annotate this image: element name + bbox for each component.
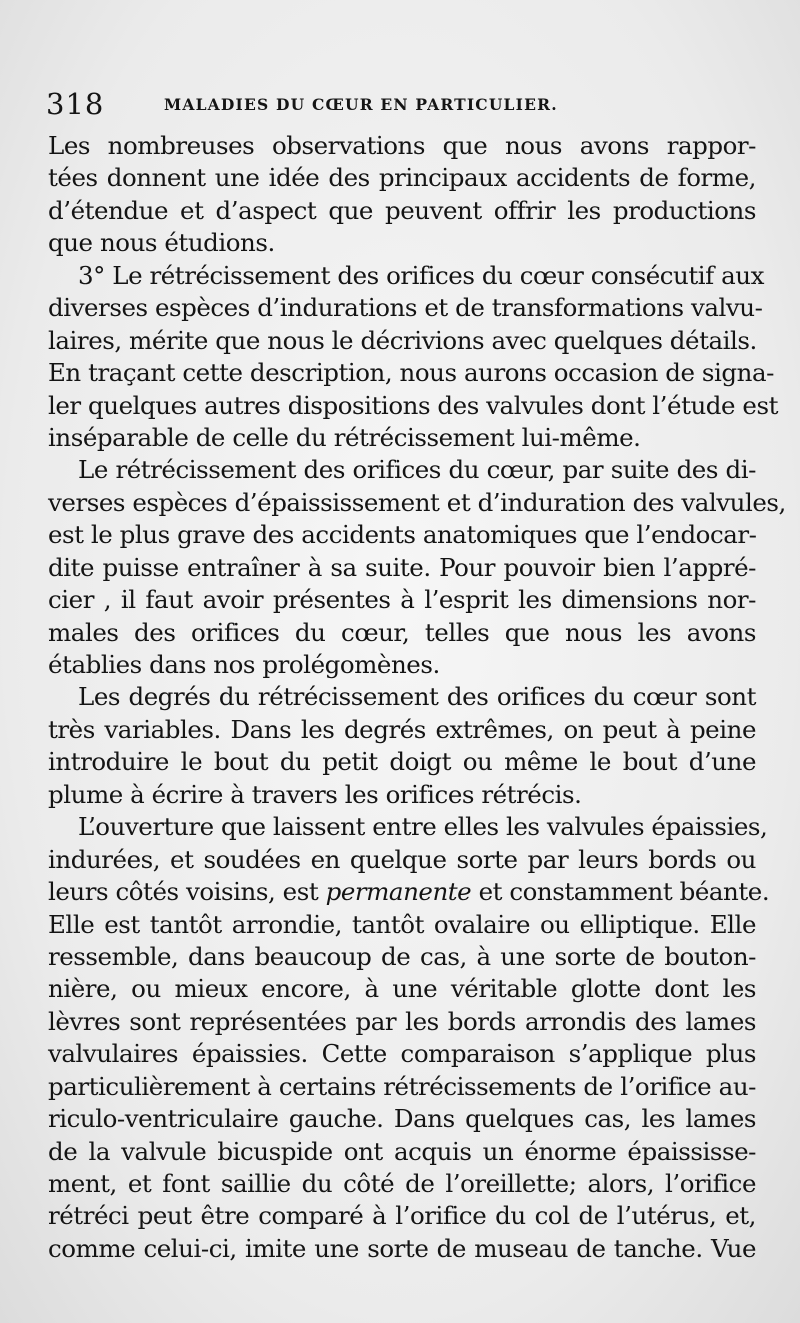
text-line: nière, ou mieux encore, à une véritable glotte dont les <box>48 974 756 1004</box>
italic-word: permanente <box>325 877 472 907</box>
text-line: ler quelques autres dispositions des valvules dont l’étude est <box>48 390 778 420</box>
text-line: particulièrement à certains rétrécissements de l’orifice au- <box>48 1071 756 1101</box>
text-line: indurées, et soudées en quelque sorte par leurs bords ou <box>48 844 756 874</box>
text-segment: et constamment béante. <box>478 877 770 907</box>
text-line: d’étendue et d’aspect que peuvent offrir les productions <box>48 195 756 225</box>
text-line: Les nombreuses observations que nous avons rappor- <box>48 131 756 160</box>
text-line: est le plus grave des accidents anatomiques que l’endocar- <box>48 520 757 550</box>
body-text <box>48 130 786 1265</box>
text-line: introduire le bout du petit doigt ou même le bout d’une <box>48 747 756 777</box>
text-line: L’ouverture que laissent entre elles les valvules épaissies, <box>78 812 768 842</box>
text-line: cier , il faut avoir présentes à l’esprit les dimensions nor- <box>48 585 756 615</box>
text-line: verses espèces d’épaississement et d’induration des valvules, <box>48 487 786 517</box>
text-line: de la valvule bicuspide ont acquis un énorme épaississe- <box>48 1136 756 1166</box>
text-line-with-italic <box>48 876 770 908</box>
text-line: rétréci peut être comparé à l’orifice du col de l’utérus, et, <box>48 1201 756 1231</box>
text-line: établies dans nos prolégomènes. <box>48 650 440 679</box>
text-line: Le rétrécissement des orifices du cœur, par suite des di- <box>78 455 756 485</box>
text-line: dite puisse entraîner à sa suite. Pour pouvoir bien l’appré- <box>48 552 756 582</box>
text-line: inséparable de celle du rétrécissement lui-même. <box>48 422 641 452</box>
text-line: ment, et font saillie du côté de l’oreillette; alors, l’orifice <box>48 1169 756 1198</box>
text-line: riculo-ventriculaire gauche. Dans quelques cas, les lames <box>48 1104 756 1134</box>
text-line: Elle est tantôt arrondie, tantôt ovalaire ou elliptique. Elle <box>48 909 756 939</box>
text-line: valvulaires épaissies. Cette comparaison s’applique plus <box>48 1039 756 1069</box>
text-line: tées donnent une idée des principaux accidents de forme, <box>48 163 756 193</box>
text-line: 3° Le rétrécissement des orifices du cœur consécutif aux <box>78 260 764 290</box>
text-line: que nous étudions. <box>48 228 275 258</box>
text-line: plume à écrire à travers les orifices rétrécis. <box>48 779 582 809</box>
text-line: males des orifices du cœur, telles que nous les avons <box>48 617 756 647</box>
text-segment: leurs côtés voisins, est <box>48 877 319 907</box>
running-head <box>46 86 746 126</box>
text-line: laires, mérite que nous le décrivions avec quelques détails. <box>48 325 757 355</box>
text-line: ressemble, dans beaucoup de cas, à une sorte de bouton- <box>48 941 756 971</box>
page-number: 318 <box>46 87 105 121</box>
text-line: lèvres sont représentées par les bords arrondis des lames <box>48 1006 756 1036</box>
text-line: diverses espèces d’indurations et de transformations valvu- <box>48 293 763 323</box>
text-line: comme celui-ci, imite une sorte de museau de tanche. Vue <box>48 1233 756 1263</box>
text-line: Les degrés du rétrécissement des orifices du cœur sont <box>78 682 756 712</box>
text-line: En traçant cette description, nous aurons occasion de signa- <box>48 358 774 388</box>
text-line: très variables. Dans les degrés extrêmes, on peut à peine <box>48 714 756 744</box>
running-title: MALADIES DU CŒUR EN PARTICULIER. <box>164 95 558 114</box>
